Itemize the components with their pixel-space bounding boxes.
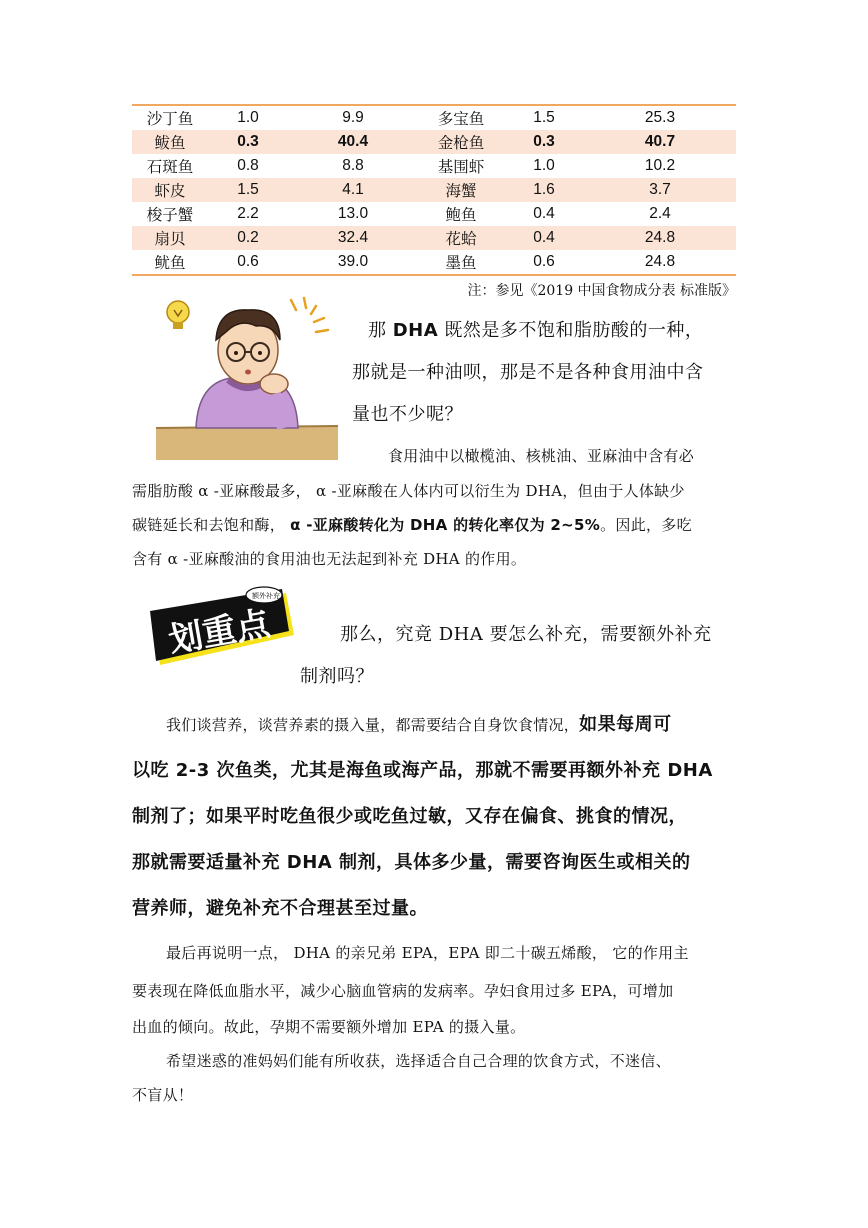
oil-paragraph-line-2: 需脂肪酸 α -亚麻酸最多， α -亚麻酸在人体内可以衍生为 DHA，但由于人体缺少 <box>132 482 685 500</box>
question-2-line-2: 制剂吗？ <box>300 666 374 687</box>
question-2-line-1: 那么，究竟 DHA 要怎么补充，需要额外补充 <box>340 624 712 645</box>
fish-name-cell: 基围虾 <box>437 158 485 176</box>
advice-line-4: 那就需要适量补充 DHA 制剂，具体多少量，需要咨询医生或相关的 <box>132 852 691 873</box>
value-2-cell: 40.4 <box>337 133 369 150</box>
value-1-cell: 1.5 <box>533 109 555 126</box>
fish-name-cell: 石斑鱼 <box>146 158 194 176</box>
value-2-cell: 13.0 <box>337 205 369 222</box>
fish-name-cell: 海蟹 <box>445 182 477 200</box>
question-1-line-3: 量也不少呢？ <box>352 404 463 425</box>
badge-main-text: 划重点 <box>165 603 274 661</box>
table-source-note: 注：参见《2019 中国食物成分表 标准版》 <box>467 283 736 299</box>
value-1-cell: 1.0 <box>237 109 259 126</box>
fish-dha-table <box>132 104 736 276</box>
table-row <box>132 106 736 130</box>
fish-name-cell: 金枪鱼 <box>437 134 485 152</box>
table-row <box>132 130 736 154</box>
value-1-cell: 0.3 <box>237 133 259 150</box>
question-1-line-1 <box>368 316 703 342</box>
fish-name-cell: 虾皮 <box>154 182 186 200</box>
fish-name-cell: 多宝鱼 <box>437 110 485 128</box>
advice-text-bold: 如果每周可 <box>579 714 672 735</box>
value-2-cell: 40.7 <box>644 133 676 150</box>
fish-name-cell: 鱿鱼 <box>154 254 186 272</box>
table-row <box>132 202 736 226</box>
oil-text: 碳链延长和去饱和酶， <box>132 516 291 534</box>
fish-name-cell: 鲍鱼 <box>445 206 477 224</box>
thinking-boy-illustration <box>156 288 338 460</box>
value-1-cell: 2.2 <box>237 205 259 222</box>
value-1-cell: 1.0 <box>533 157 555 174</box>
table-row <box>132 178 736 202</box>
table-row <box>132 226 736 250</box>
fish-name-cell: 梭子蟹 <box>146 206 194 224</box>
value-2-cell: 24.8 <box>644 253 676 270</box>
value-1-cell: 0.3 <box>533 133 555 150</box>
value-1-cell: 0.6 <box>237 253 259 270</box>
q1-text-rest: 既然是多不饱和脂肪酸的一种， <box>438 320 704 341</box>
value-1-cell: 0.4 <box>533 205 555 222</box>
value-2-cell: 39.0 <box>337 253 369 270</box>
epa-line-2: 要表现在降低血脂水平，减少心脑血管病的发病率。孕妇食用过多 EPA，可增加 <box>132 982 674 1000</box>
conversion-rate-bold: α -亚麻酸转化为 DHA 的转化率仅为 2~5% <box>290 516 601 534</box>
value-2-cell: 24.8 <box>644 229 676 246</box>
q1-text: 那 <box>368 320 393 341</box>
value-1-cell: 1.6 <box>533 181 555 198</box>
fish-name-cell: 花蛤 <box>445 230 477 248</box>
epa-line-1: 最后再说明一点， DHA 的亲兄弟 EPA，EPA 即二十碳五烯酸， 它的作用主 <box>166 944 689 962</box>
epa-line-3: 出血的倾向。故此，孕期不需要额外增加 EPA 的摄入量。 <box>132 1018 526 1036</box>
key-point-badge <box>146 585 296 670</box>
advice-line-2: 以吃 2-3 次鱼类，尤其是海鱼或海产品，那就不需要再额外补充 DHA <box>132 760 713 781</box>
value-2-cell: 25.3 <box>644 109 676 126</box>
value-2-cell: 32.4 <box>337 229 369 246</box>
value-2-cell: 3.7 <box>649 181 671 198</box>
oil-paragraph-line-3 <box>132 514 692 535</box>
table-row <box>132 250 736 274</box>
question-1-line-2: 那就是一种油呗，那是不是各种食用油中含 <box>352 362 704 383</box>
value-2-cell: 4.1 <box>342 181 364 198</box>
value-1-cell: 0.8 <box>237 157 259 174</box>
closing-line-2: 不盲从！ <box>132 1086 194 1104</box>
value-2-cell: 2.4 <box>649 205 671 222</box>
oil-paragraph-line-4: 含有 α -亚麻酸油的食用油也无法起到补充 DHA 的作用。 <box>132 550 527 568</box>
q1-dha: DHA <box>392 320 439 341</box>
value-1-cell: 0.6 <box>533 253 555 270</box>
advice-line-3: 制剂了；如果平时吃鱼很少或吃鱼过敏，又存在偏食、挑食的情况， <box>132 806 687 827</box>
advice-text-normal: 我们谈营养，谈营养素的摄入量，都需要结合自身饮食情况， <box>166 716 580 734</box>
advice-line-1 <box>166 710 672 736</box>
badge-sub-text: 额外补充 <box>252 592 280 600</box>
value-2-cell: 10.2 <box>644 157 676 174</box>
fish-name-cell: 鲅鱼 <box>154 134 186 152</box>
value-1-cell: 0.2 <box>237 229 259 246</box>
closing-line-1: 希望迷惑的准妈妈们能有所收获，选择适合自己合理的饮食方式，不迷信、 <box>166 1052 671 1070</box>
table-bottom-rule <box>132 274 736 276</box>
oil-text-rest: 。因此，多吃 <box>600 516 692 534</box>
value-1-cell: 0.4 <box>533 229 555 246</box>
value-1-cell: 1.5 <box>237 181 259 198</box>
fish-name-cell: 墨鱼 <box>445 254 477 272</box>
fish-name-cell: 沙丁鱼 <box>146 110 194 128</box>
value-2-cell: 8.8 <box>342 157 364 174</box>
fish-name-cell: 扇贝 <box>154 230 186 248</box>
oil-paragraph-line-1: 食用油中以橄榄油、核桃油、亚麻油中含有必 <box>388 447 695 465</box>
value-2-cell: 9.9 <box>342 109 364 126</box>
table-row <box>132 154 736 178</box>
advice-line-5: 营养师，避免补充不合理甚至过量。 <box>132 898 428 919</box>
